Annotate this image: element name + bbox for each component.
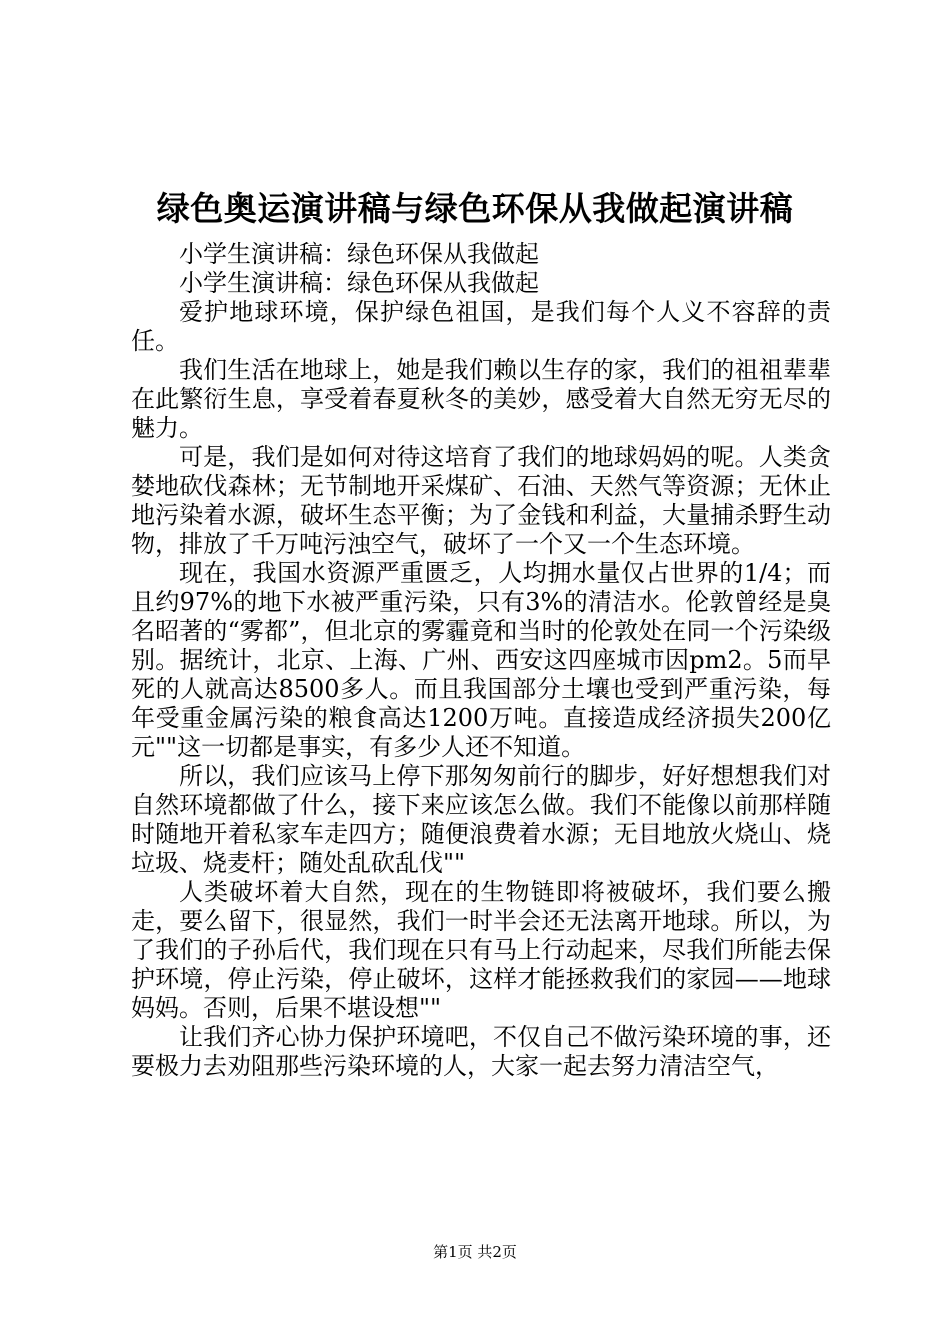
body-paragraph: 现在，我国水资源严重匮乏，人均拥水量仅占世界的1/4；而且约97%的地下水被严重污染，只有3%的清洁水。伦敦曾经是臭名昭著的“雾都”，但北京的雾霾竟和当时的伦敦处在同一个污染级别。据统计，北京、上海、广州、西安这四座城市因pm2。5而早死的人就高达8500多人。而且我国部分土壤也受到严重污染，每年受重金属污染的粮食高达1200万吨。直接造成经济损失200亿元""这一切都是事实，有多少人还不知道。 — [131, 559, 831, 761]
body-paragraph: 让我们齐心协力保护环境吧，不仅自己不做污染环境的事，还要极力去劝阻那些污染环境的人，大家一起去努力清洁空气， — [131, 1023, 831, 1080]
subtitle-line: 小学生演讲稿：绿色环保从我做起 — [179, 240, 539, 268]
body-paragraph: 我们生活在地球上，她是我们赖以生存的家，我们的祖祖辈辈在此繁衍生息，享受着春夏秋冬的美妙，感受着大自然无穷无尽的魅力。 — [131, 356, 831, 442]
document-body — [131, 240, 831, 1081]
document-title: 绿色奥运演讲稿与绿色环保从我做起演讲稿 — [156, 189, 794, 228]
body-paragraph: 所以，我们应该马上停下那匆匆前行的脚步，好好想想我们对自然环境都做了什么，接下来应该怎么做。我们不能像以前那样随时随地开着私家车走四方；随便浪费着水源；无目地放火烧山、烧垃圾、烧麦杆；随处乱砍乱伐"" — [131, 762, 831, 877]
page-number-footer: 第1页 共2页 — [433, 1243, 517, 1261]
body-paragraph: 爱护地球环境，保护绿色祖国，是我们每个人义不容辞的责任。 — [131, 298, 831, 355]
body-paragraph: 人类破坏着大自然，现在的生物链即将被破坏，我们要么搬走，要么留下，很显然，我们一时半会还无法离开地球。所以，为了我们的子孙后代，我们现在只有马上行动起来，尽我们所能去保护环境，停止污染，停止破坏，这样才能拯救我们的家园——地球妈妈。否则，后果不堪设想"" — [131, 878, 831, 1022]
body-paragraph: 可是，我们是如何对待这培育了我们的地球妈妈的呢。人类贪婪地砍伐森林；无节制地开采煤矿、石油、天然气等资源；无休止地污染着水源，破坏生态平衡；为了金钱和利益，大量捕杀野生动物，排放了千万吨污浊空气，破坏了一个又一个生态环境。 — [131, 443, 831, 558]
subtitle-line: 小学生演讲稿：绿色环保从我做起 — [179, 269, 539, 297]
